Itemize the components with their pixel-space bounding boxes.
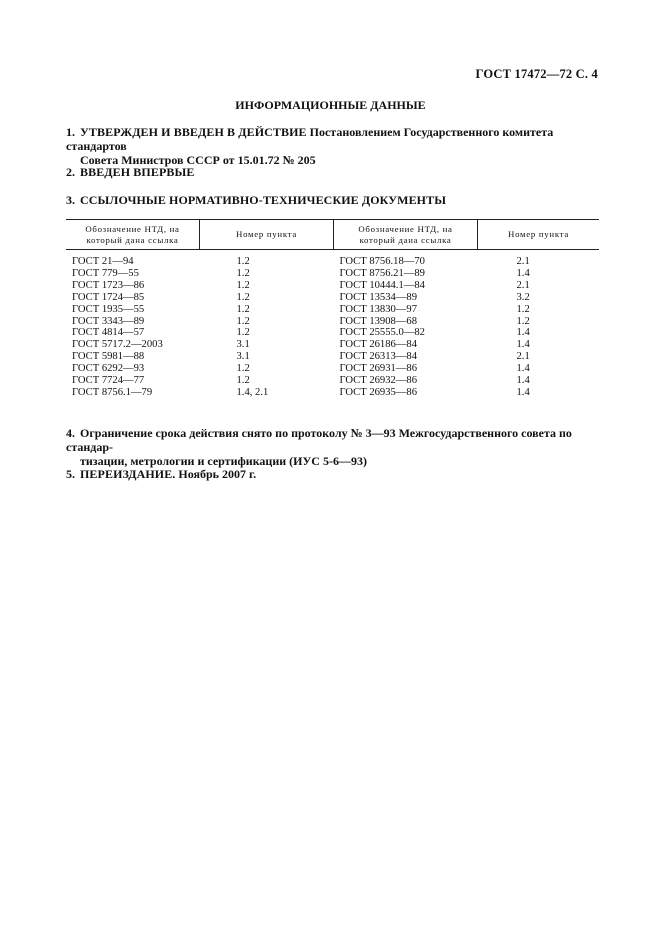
point-number-cell: 1.4 [516,363,530,375]
point-number-cell: 1.4 [516,375,530,387]
section-title: ИНФОРМАЦИОННЫЕ ДАННЫЕ [235,98,426,112]
point-number-cell: 1.2 [516,303,530,315]
doc-designation-cell: ГОСТ 21—94 [72,256,134,267]
header-doc-designation-2 [334,220,478,250]
point-number-cell: 3.1 [236,339,250,351]
point-number-cell: 2.1 [516,279,530,291]
doc-designation-cell: ГОСТ 13908—68 [339,315,417,327]
doc-designation-cell: ГОСТ 26935—86 [339,386,417,398]
item-text: Ноябрь 2007 г. [178,467,257,481]
doc-designation-cell: ГОСТ 25555.0—82 [339,327,425,339]
item-lead: ССЫЛОЧНЫЕ НОРМАТИВНО-ТЕХНИЧЕСКИЕ ДОКУМЕНТЫ [80,193,447,207]
item-number: 5. [66,467,75,481]
item-number: 3. [66,193,75,207]
table-row [66,363,599,375]
info-item-5 [66,467,600,481]
item-text-continuation: тизации, метрологии и сертификации (ИУС 5-6—93) [80,454,367,468]
doc-designation-cell: ГОСТ 26932—86 [339,375,417,387]
doc-designation-cell: ГОСТ 8756.21—89 [339,267,425,279]
doc-designation-cell: ГОСТ 26931—86 [339,363,417,375]
info-item-3 [66,193,600,207]
point-number-cell: 1.4 [516,386,530,398]
header-doc-line2: который дана ссылка [86,234,179,245]
item-lead: ВВЕДЕН ВПЕРВЫЕ [80,165,195,179]
doc-designation-cell: ГОСТ 26313—84 [339,351,417,363]
info-item-1 [66,125,600,167]
doc-designation-cell: ГОСТ 1935—55 [72,303,145,315]
header-doc-line1: Обозначение НТД, на [85,223,180,234]
table-row [66,316,599,328]
item-text: Постановлением Государственного комитета стандартов [66,125,554,153]
table-row [66,387,599,399]
item-lead: УТВЕРЖДЕН И ВВЕДЕН В ДЕЙСТВИЕ [80,125,307,139]
point-number-cell: 1.4 [516,327,530,339]
point-number-cell: 1.4 [516,339,530,351]
header-doc-line2: который дана ссылка [359,234,452,245]
point-number-cell: 1.2 [236,279,250,291]
table-body [66,250,599,399]
doc-designation-cell: ГОСТ 7724—77 [72,375,145,387]
point-number-cell: 1.4 [516,267,530,279]
item-lead: ПЕРЕИЗДАНИЕ. [80,467,176,481]
doc-designation-cell: ГОСТ 4814—57 [72,327,145,339]
doc-designation-cell: ГОСТ 10444.1—84 [339,279,425,291]
doc-designation-cell: ГОСТ 26186—84 [339,339,417,351]
info-item-4 [66,426,600,468]
point-number-cell: 1.2 [236,267,250,279]
doc-designation-cell: ГОСТ 13830—97 [339,303,417,315]
point-number-cell: 1.2 [236,375,250,387]
table-row [66,280,599,292]
item-number: 2. [66,165,75,179]
table-row [66,351,599,363]
doc-designation-cell: ГОСТ 5717.2—2003 [72,339,163,351]
table-row [66,292,599,304]
document-reference: ГОСТ 17472—72 С. 4 [475,67,598,81]
doc-designation-cell: ГОСТ 779—55 [72,267,139,279]
point-number-cell: 1.2 [236,315,250,327]
point-number-cell: 2.1 [516,351,530,363]
point-number-cell: 1.2 [516,315,530,327]
table-row [66,339,599,351]
header-doc-line1: Обозначение НТД, на [358,223,453,234]
doc-designation-cell: ГОСТ 3343—89 [72,315,145,327]
table-header-row [66,220,599,250]
doc-designation-cell: ГОСТ 6292—93 [72,363,145,375]
item-number: 1. [66,125,75,139]
point-number-cell: 1.2 [236,327,250,339]
point-number-cell: 1.2 [236,303,250,315]
doc-designation-cell: ГОСТ 5981—88 [72,351,145,363]
doc-designation-cell: ГОСТ 1723—86 [72,279,145,291]
doc-designation-cell: ГОСТ 1724—85 [72,291,145,303]
item-number: 4. [66,426,75,440]
point-number-cell: 3.2 [516,291,530,303]
doc-designation-cell: ГОСТ 8756.1—79 [72,386,153,398]
item-text-continuation: Совета Министров СССР от 15.01.72 № 205 [80,153,316,167]
table-row [66,268,599,280]
header-point-number: Номер пункта [200,220,334,250]
point-number-cell: 1.4, 2.1 [236,386,269,398]
item-text: Ограничение срока действия снято по протоколу № 3—93 Межгосударственного совета по стандар- [66,426,572,454]
point-number-cell: 1.2 [236,291,250,303]
point-number-cell: 1.2 [236,256,250,267]
info-item-2 [66,165,600,179]
table-row [66,304,599,316]
header-point-number-2: Номер пункта [478,220,600,250]
point-number-cell: 3.1 [236,351,250,363]
reference-documents-table [66,219,599,399]
table-row [66,327,599,339]
header-doc-designation [66,220,200,250]
table-row [66,250,599,268]
table-row [66,375,599,387]
doc-designation-cell: ГОСТ 13534—89 [339,291,417,303]
point-number-cell: 2.1 [516,256,530,267]
doc-designation-cell: ГОСТ 8756.18—70 [339,256,425,267]
point-number-cell: 1.2 [236,363,250,375]
